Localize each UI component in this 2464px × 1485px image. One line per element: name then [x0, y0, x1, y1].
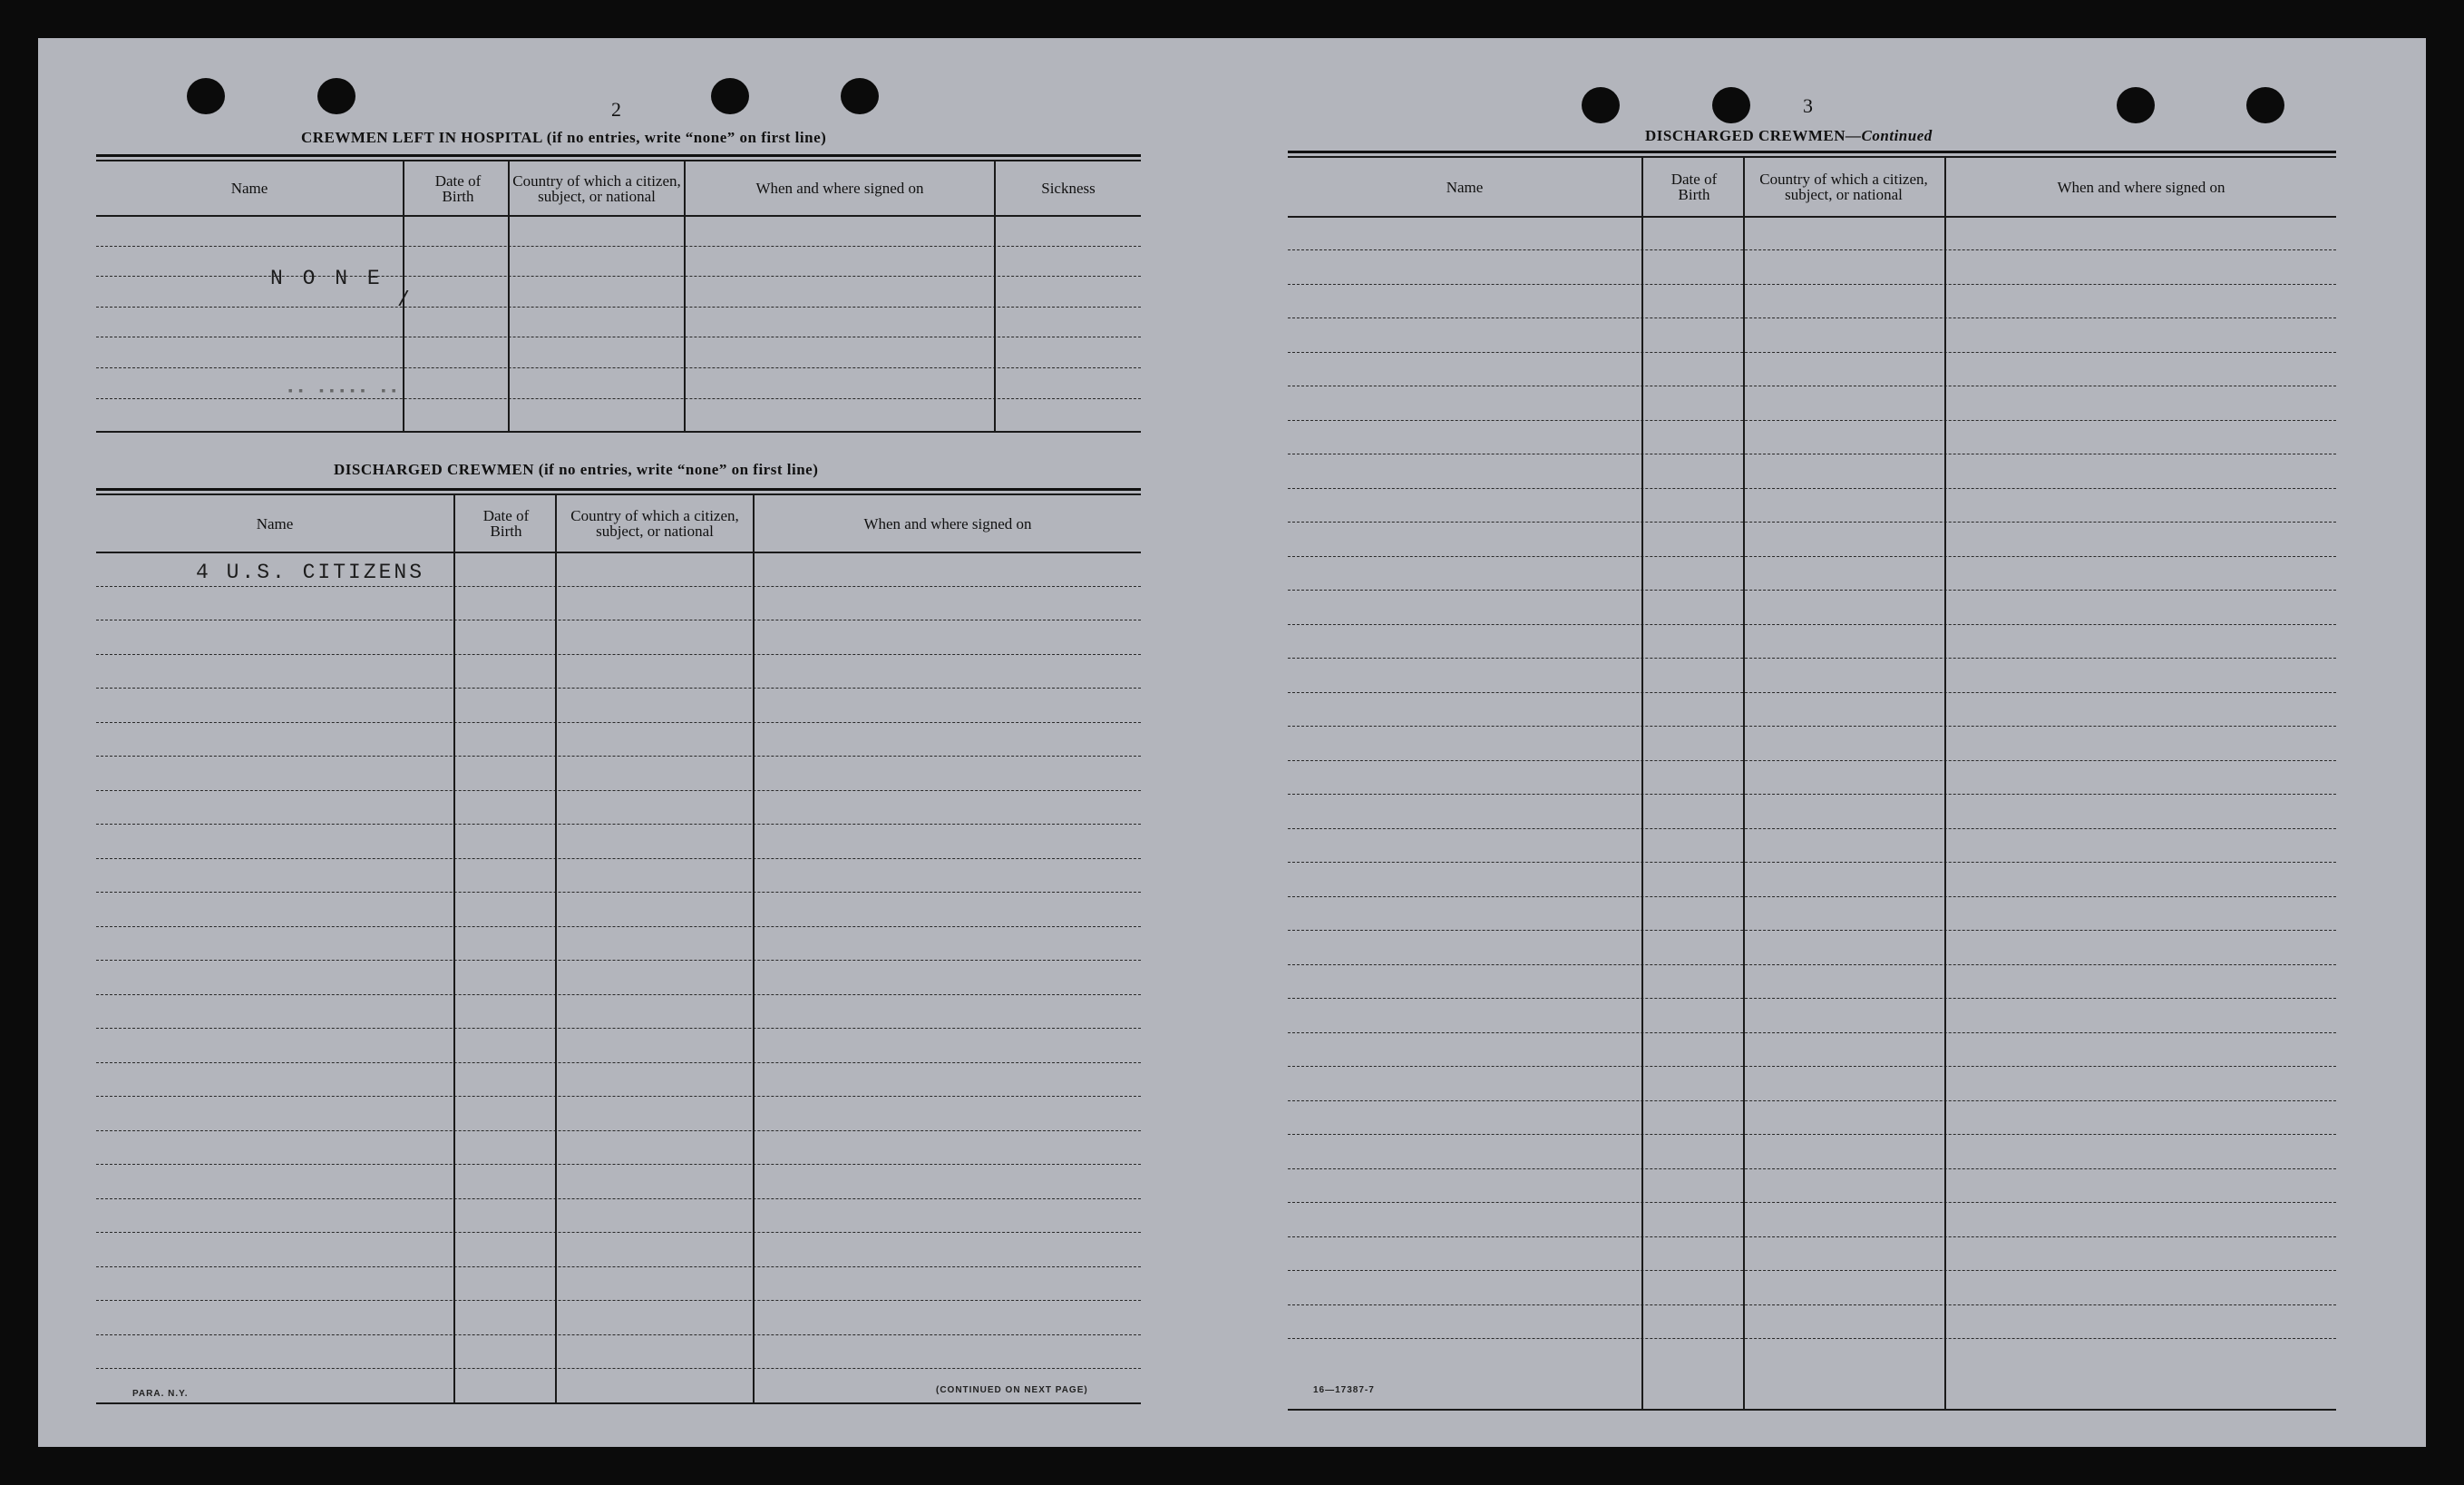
punch-hole — [1712, 87, 1750, 123]
hospital-entry-none: N O N E — [270, 267, 384, 290]
col-header-country: Country of which a citizen, subject, or national — [512, 171, 681, 205]
col-header-signed-on: When and where signed on — [863, 514, 1032, 532]
footer-form-number: 16—17387-7 — [1313, 1385, 1375, 1395]
discharged-entry: 4 U.S. CITIZENS — [196, 561, 425, 584]
hospital-entry-mark: / — [397, 288, 410, 312]
punch-hole — [187, 78, 225, 114]
discharged-section-title — [334, 461, 818, 479]
discharged-table — [96, 488, 1141, 1408]
punch-hole — [841, 78, 879, 114]
col-header-name: Name — [256, 514, 294, 532]
hospital-section-title — [301, 129, 826, 147]
col-header-sickness: Sickness — [1041, 180, 1096, 197]
footer-printer-mark: PARA. N.Y. — [132, 1389, 189, 1399]
col-header-name: Name — [1446, 178, 1484, 196]
footer-continued-note: (CONTINUED ON NEXT PAGE) — [936, 1385, 1088, 1395]
punch-hole — [2246, 87, 2284, 123]
discharged-continued-title — [1645, 127, 1933, 145]
discharged-continued-table — [1288, 151, 2336, 1413]
form-sheet — [38, 38, 2426, 1447]
continued-title-text: DISCHARGED CREWMEN — [1645, 127, 1846, 144]
col-header-signed-on: When and where signed on — [755, 180, 924, 197]
continued-title-suffix: —Continued — [1846, 127, 1933, 144]
col-header-signed-on: When and where signed on — [2057, 178, 2225, 196]
punch-hole — [2117, 87, 2155, 123]
col-header-country: Country of which a citizen, subject, or national — [570, 507, 739, 540]
col-header-date-of-birth: Date of Birth — [434, 171, 482, 205]
hospital-title-text: CREWMEN LEFT IN HOSPITAL — [301, 129, 542, 146]
hospital-title-note: (if no entries, write “none” on first line) — [546, 129, 827, 146]
punch-hole — [317, 78, 355, 114]
col-header-name: Name — [230, 180, 268, 197]
ink-smudge: ▪▪ ▪▪▪▪▪ ▪▪ — [287, 385, 401, 399]
page-number-right: 3 — [1803, 94, 1813, 117]
col-header-date-of-birth: Date of Birth — [1670, 171, 1718, 203]
col-header-country: Country of which a citizen, subject, or national — [1759, 171, 1928, 203]
punch-hole — [1582, 87, 1620, 123]
punch-hole — [711, 78, 749, 114]
discharged-title-text: DISCHARGED CREWMEN — [334, 461, 535, 478]
hospital-table — [96, 154, 1141, 435]
page-number-left: 2 — [611, 98, 621, 121]
discharged-title-note: (if no entries, write “none” on first line) — [538, 461, 819, 478]
col-header-date-of-birth: Date of Birth — [482, 507, 530, 540]
